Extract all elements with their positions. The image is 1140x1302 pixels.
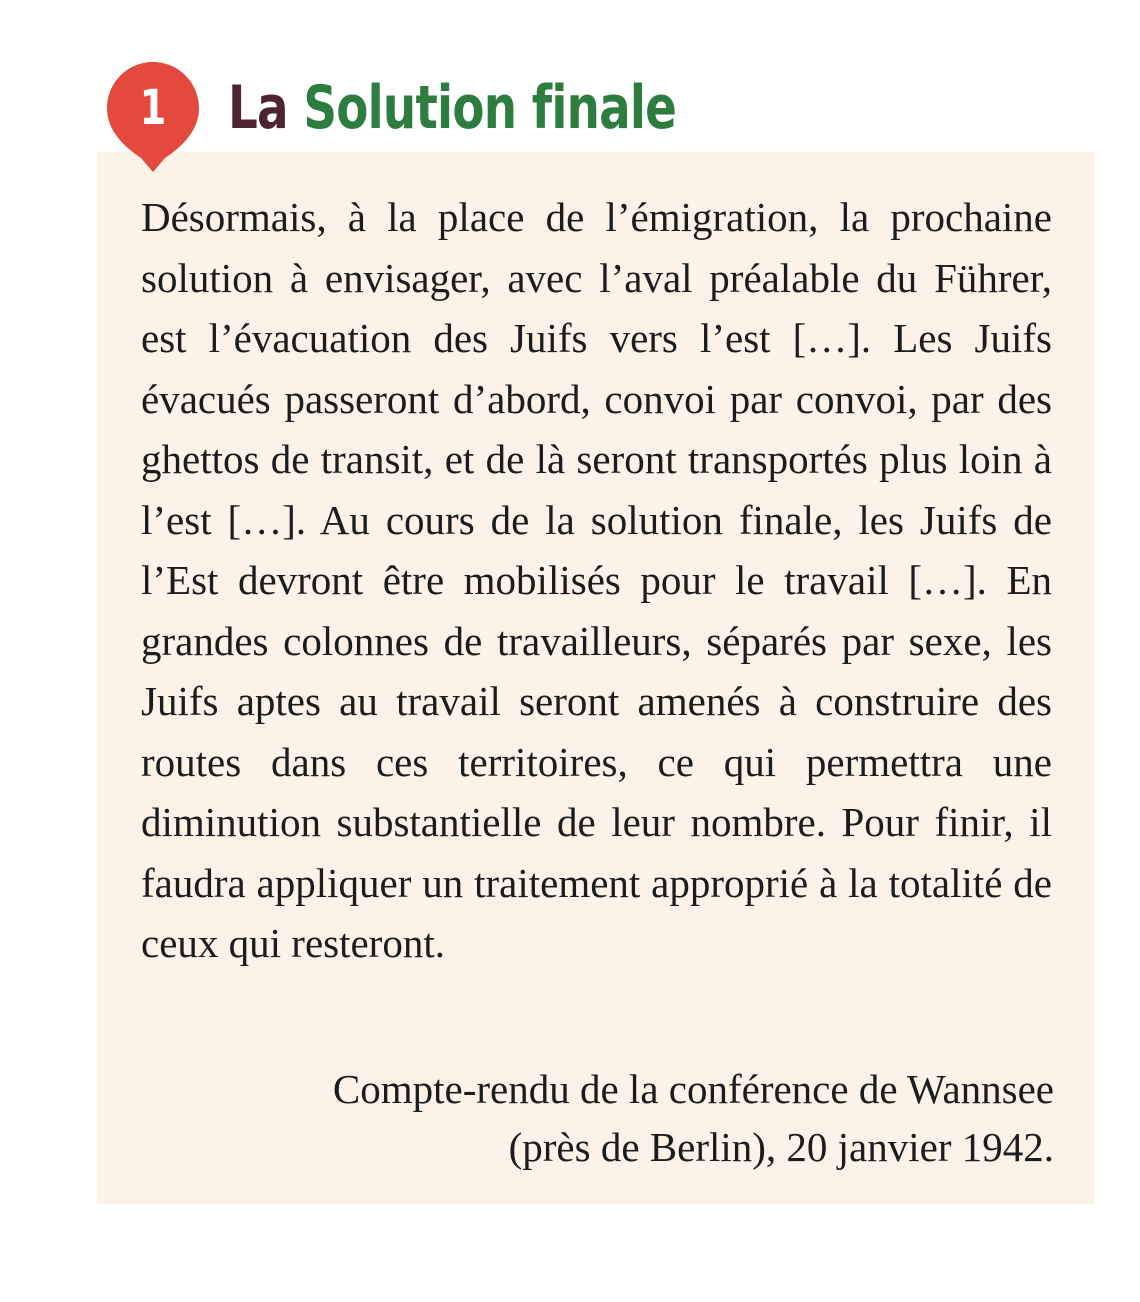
source-citation (141, 1060, 1054, 1176)
badge-number: 1 (139, 80, 167, 136)
document-title (228, 68, 676, 148)
quote-text: Désormais, à la place de l’émigration, la prochaine solution à envisager, avec l’aval préalable du Führer, est l’évacuation des Juifs vers l’est […]. Les Juifs évacués passeront d’abord, convoi par convoi, par des ghettos de transit, et de là seront transportés plus loin à l’est […]. Au cours de la solution finale, les Juifs de l’Est devront être mobilisés pour le travail […]. En grandes colonnes de travailleurs, séparés par sexe, les Juifs aptes au travail seront amenés à construire des routes dans ces territoires, ce qui permettra une diminution substantielle de leur nombre. Pour finir, il faudra appliquer un traitement approprié à la totalité de ceux qui resteront. (141, 194, 1052, 966)
title-prefix: La (228, 73, 288, 143)
title-main: Solution finale (303, 73, 677, 143)
source-line-2: (près de Berlin), 20 janvier 1942. (508, 1124, 1054, 1170)
document-number-badge (107, 62, 199, 154)
source-line-1: Compte-rendu de la conférence de Wannsee (332, 1066, 1054, 1112)
